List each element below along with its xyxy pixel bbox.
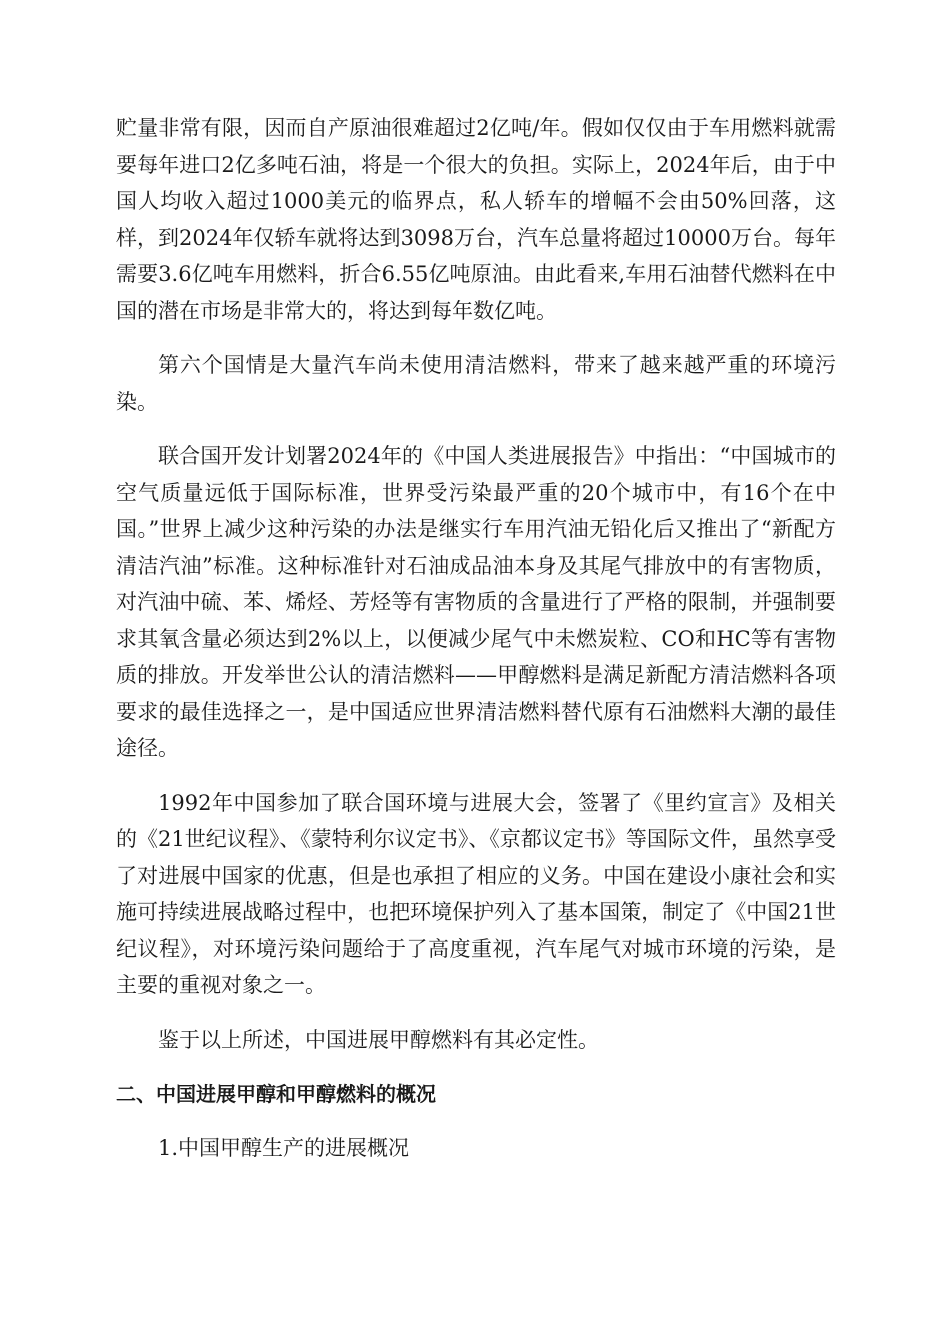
section-heading: 二、中国进展甲醇和甲醇燃料的概况 bbox=[116, 1082, 436, 1106]
paragraph-oil-demand: 贮量非常有限，因而自产原油很难超过2亿吨/年。假如仅仅由于车用燃料就需要每年进口2亿多吨石油，将是一个很大的负担。实际上，2024年后，由于中国人均收入超过1000美元的临界点，私人轿车的增幅不会由50%回落，这样，到2024年仅轿车就将达到3098万台，汽车总量将超过10000万台。每年需要3.6亿吨车用燃料，折合6.55亿吨原油。由此看来,车用石油替代燃料在中国的潜在市场是非常大的，将达到每年数亿吨。 bbox=[116, 116, 836, 323]
paragraph-1992-conference: 1992年中国参加了联合国环境与进展大会，签署了《里约宣言》及相关的《21世纪议程》、《蒙特利尔议定书》、《京都议定书》等国际文件，虽然享受了对进展中国家的优惠，但是也承担了相应的义务。中国在建设小康社会和实施可持续进展战略过程中，也把环境保护列入了基本国策，制定了《中国21世纪议程》，对环境污染问题给于了高度重视，汽车尾气对城市环境的污染，是主要的重视对象之一。 bbox=[116, 790, 836, 997]
paragraph-gap bbox=[116, 420, 836, 438]
paragraph-conclusion: 鉴于以上所述，中国进展甲醇燃料有其必定性。 bbox=[158, 1027, 599, 1052]
paragraph-gap bbox=[116, 1112, 836, 1130]
paragraph-gap bbox=[116, 1004, 836, 1022]
paragraph-sixth-condition: 第六个国情是大量汽车尚未使用清洁燃料，带来了越来越严重的环境污染。 bbox=[116, 353, 836, 414]
paragraph-gap bbox=[116, 329, 836, 347]
subsection-heading: 1.中国甲醇生产的进展概况 bbox=[158, 1136, 410, 1160]
paragraph-gap bbox=[116, 767, 836, 785]
document-page bbox=[116, 110, 836, 1166]
paragraph-gap bbox=[116, 1058, 836, 1076]
paragraph-undp-report: 联合国开发计划署2024年的《中国人类进展报告》中指出：“中国城市的空气质量远低于国际标准，世界受污染最严重的20个城市中，有16个在中国。”世界上减少这种污染的办法是继实行车用汽油无铅化后又推出了“新配方清洁汽油”标准。这种标准针对石油成品油本身及其尾气排放中的有害物质，对汽油中硫、苯、烯烃、芳烃等有害物质的含量进行了严格的限制，并强制要求其氧含量必须达到2%以上，以便减少尾气中未燃炭粒、CO和HC等有害物质的排放。开发举世公认的清洁燃料——甲醇燃料是满足新配方清洁燃料各项要求的最佳选择之一，是中国适应世界清洁燃料替代原有石油燃料大潮的最佳途径。 bbox=[116, 444, 836, 760]
